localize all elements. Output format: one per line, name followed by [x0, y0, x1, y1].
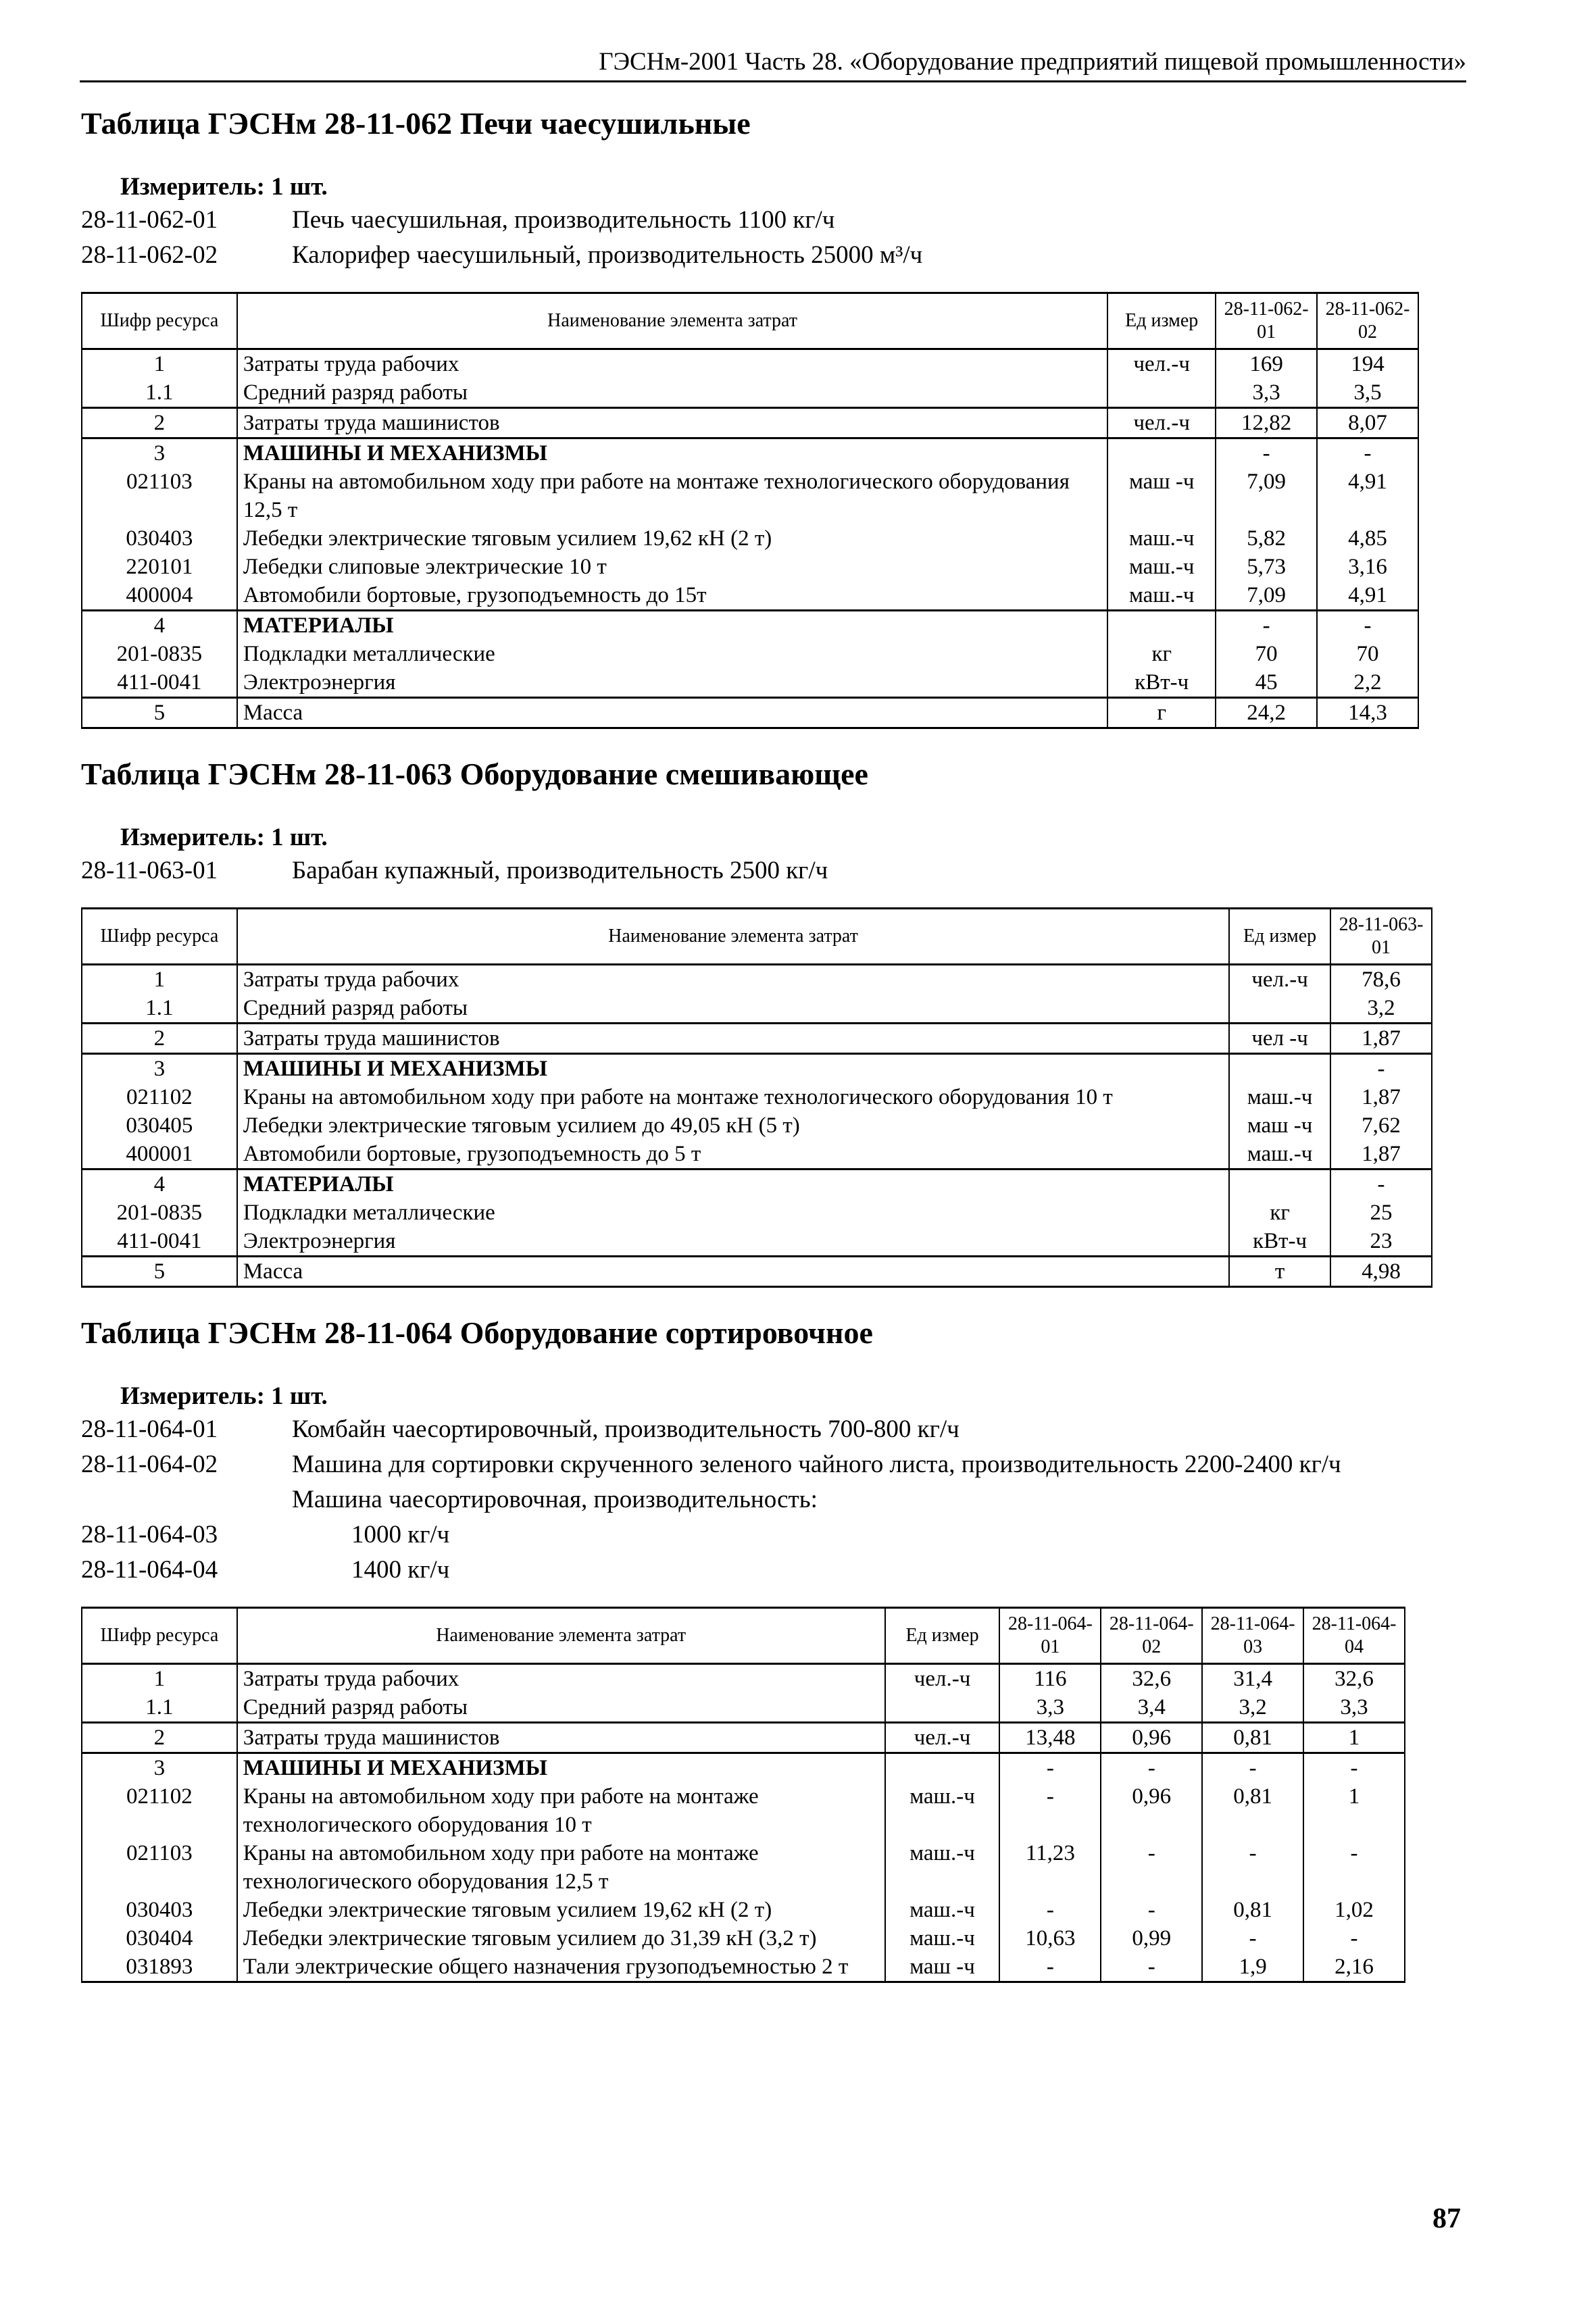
- header-unit: Ед измер: [1229, 909, 1330, 965]
- norm-value: 3,2: [1330, 994, 1432, 1024]
- item-row: [81, 1517, 1466, 1553]
- norm-value: 0,81: [1202, 1782, 1303, 1839]
- norm-value: -: [1202, 1924, 1303, 1953]
- table-row: [82, 1227, 1432, 1257]
- resource-code: 030403: [82, 1896, 237, 1924]
- table-title: Таблица ГЭСНм 28-11-063 Оборудование смешивающее: [81, 757, 868, 791]
- norm-value: 10,63: [999, 1924, 1101, 1953]
- norm-value: 1,02: [1303, 1896, 1405, 1924]
- item-desc: Машина чаесортировочная, производительность:: [292, 1486, 818, 1513]
- table-row: [82, 1169, 1432, 1199]
- norm-value: 78,6: [1330, 965, 1432, 995]
- resource-code: 030403: [82, 524, 237, 553]
- resource-code: 1.1: [82, 994, 237, 1024]
- table-row: [82, 1953, 1405, 1982]
- resource-name: Подкладки металлические: [237, 1199, 1229, 1227]
- resource-unit: маш.-ч: [1229, 1140, 1330, 1169]
- header-name: Наименование элемента затрат: [237, 293, 1107, 349]
- resource-code: 1.1: [82, 378, 237, 408]
- table-row: [82, 965, 1432, 995]
- norm-value: -: [1317, 438, 1418, 468]
- table-section-062: [81, 105, 1466, 729]
- item-desc: 1400 кг/ч: [351, 1556, 450, 1584]
- norm-value: -: [1303, 1839, 1405, 1896]
- resource-unit: кг: [1229, 1199, 1330, 1227]
- resource-name: Лебедки слиповые электрические 10 т: [237, 553, 1107, 581]
- item-code: 28-11-063-01: [81, 857, 218, 884]
- resource-code: 5: [82, 1257, 237, 1287]
- resource-unit: маш.-ч: [1107, 524, 1216, 553]
- header-norm-code: 28-11-062-02: [1317, 293, 1418, 349]
- item-desc: Калорифер чаесушильный, производительность 25000 м³/ч: [292, 241, 923, 269]
- table-row: [82, 349, 1418, 379]
- norm-value: 23: [1330, 1227, 1432, 1257]
- item-row: [81, 1447, 1466, 1482]
- norm-value: 0,81: [1202, 1896, 1303, 1924]
- norm-value: 2,16: [1303, 1953, 1405, 1982]
- item-code: 28-11-064-01: [81, 1415, 218, 1443]
- resource-name: Затраты труда рабочих: [237, 965, 1229, 995]
- resource-name: Лебедки электрические тяговым усилием 19,62 кН (2 т): [237, 524, 1107, 553]
- resource-unit: г: [1107, 698, 1216, 728]
- norm-value: -: [1216, 611, 1317, 640]
- resource-code: 2: [82, 408, 237, 438]
- table-row: [82, 581, 1418, 611]
- item-row: [81, 238, 1466, 273]
- table-row: [82, 1723, 1405, 1753]
- header-norm-code: 28-11-063-01: [1330, 909, 1432, 965]
- resource-name: Электроэнергия: [237, 1227, 1229, 1257]
- norm-value: 25: [1330, 1199, 1432, 1227]
- table-row: [82, 994, 1432, 1024]
- resource-name: Лебедки электрические тяговым усилием 19,62 кН (2 т): [237, 1896, 885, 1924]
- table-row: [82, 1140, 1432, 1169]
- norm-value: 5,73: [1216, 553, 1317, 581]
- resource-name: Краны на автомобильном ходу при работе на монтаже технологического оборудования 12,5 т: [237, 468, 1107, 524]
- resource-code: 3: [82, 1054, 237, 1084]
- norm-value: -: [1216, 438, 1317, 468]
- header-code: Шифр ресурса: [82, 1608, 237, 1664]
- table-header-row: [82, 1608, 1405, 1664]
- norm-value: 11,23: [999, 1839, 1101, 1896]
- norm-value: 169: [1216, 349, 1317, 379]
- norm-value: 1,9: [1202, 1953, 1303, 1982]
- header-unit: Ед измер: [1107, 293, 1216, 349]
- header-norm-code: 28-11-064-02: [1101, 1608, 1202, 1664]
- item-desc: Машина для сортировки скрученного зеленого чайного листа, производительность 2200-2400 кг/ч: [292, 1451, 1341, 1478]
- resource-name: Средний разряд работы: [237, 378, 1107, 408]
- resource-code: 2: [82, 1723, 237, 1753]
- resource-code: 3: [82, 1753, 237, 1783]
- resource-table: [81, 292, 1419, 729]
- resource-unit: [885, 1693, 1000, 1723]
- norm-value: 70: [1216, 640, 1317, 668]
- norm-value: 45: [1216, 668, 1317, 698]
- norm-value: -: [999, 1896, 1101, 1924]
- resource-name: Затраты труда машинистов: [237, 1024, 1229, 1054]
- norm-value: 1: [1303, 1723, 1405, 1753]
- table-row: [82, 668, 1418, 698]
- resource-unit: [1107, 438, 1216, 468]
- meter-label: Измеритель: 1 шт.: [120, 824, 328, 851]
- resource-unit: маш -ч: [1107, 468, 1216, 524]
- resource-code: 3: [82, 438, 237, 468]
- table-row: [82, 378, 1418, 408]
- meter-label: Измеритель: 1 шт.: [120, 173, 328, 201]
- resource-code: 2: [82, 1024, 237, 1054]
- resource-name: Средний разряд работы: [237, 994, 1229, 1024]
- item-code: 28-11-064-04: [81, 1556, 218, 1584]
- norm-value: 7,09: [1216, 581, 1317, 611]
- resource-unit: чел.-ч: [885, 1664, 1000, 1694]
- resource-name: Краны на автомобильном ходу при работе на монтаже технологического оборудования 12,5 т: [237, 1839, 885, 1896]
- resource-unit: [1229, 994, 1330, 1024]
- table-section-063: [81, 756, 1466, 1288]
- resource-code: 1: [82, 1664, 237, 1694]
- norm-value: -: [999, 1753, 1101, 1783]
- table-row: [82, 1083, 1432, 1111]
- norm-value: 4,98: [1330, 1257, 1432, 1287]
- resource-unit: [1229, 1169, 1330, 1199]
- resource-code: 400004: [82, 581, 237, 611]
- resource-name: Тали электрические общего назначения грузоподъемностью 2 т: [237, 1953, 885, 1982]
- resource-code: 1: [82, 349, 237, 379]
- norm-value: 7,09: [1216, 468, 1317, 524]
- resource-unit: маш.-ч: [1107, 553, 1216, 581]
- resource-code: 031893: [82, 1953, 237, 1982]
- table-row: [82, 1054, 1432, 1084]
- norm-value: 31,4: [1202, 1664, 1303, 1694]
- item-row: [81, 1482, 1466, 1517]
- item-code: 28-11-064-02: [81, 1451, 218, 1478]
- table-title: Таблица ГЭСНм 28-11-062 Печи чаесушильные: [81, 106, 751, 141]
- resource-code: 1.1: [82, 1693, 237, 1723]
- resource-name: Электроэнергия: [237, 668, 1107, 698]
- table-row: [82, 524, 1418, 553]
- resource-unit: [885, 1753, 1000, 1783]
- resource-code: 021102: [82, 1782, 237, 1839]
- table-row: [82, 611, 1418, 640]
- resource-name: МАШИНЫ И МЕХАНИЗМЫ: [237, 438, 1107, 468]
- norm-value: 3,16: [1317, 553, 1418, 581]
- norm-value: 0,96: [1101, 1782, 1202, 1839]
- norm-value: 1,87: [1330, 1024, 1432, 1054]
- norm-value: -: [1317, 611, 1418, 640]
- table-row: [82, 1664, 1405, 1694]
- table-row: [82, 1693, 1405, 1723]
- norm-value: 3,2: [1202, 1693, 1303, 1723]
- norm-value: 4,85: [1317, 524, 1418, 553]
- header-unit: Ед измер: [885, 1608, 1000, 1664]
- table-row: [82, 438, 1418, 468]
- running-header: ГЭСНм-2001 Часть 28. «Оборудование предприятий пищевой промышленности»: [80, 47, 1466, 82]
- resource-unit: маш -ч: [1229, 1111, 1330, 1140]
- table-header-row: [82, 909, 1432, 965]
- resource-name: Краны на автомобильном ходу при работе на монтаже технологического оборудования 10 т: [237, 1083, 1229, 1111]
- resource-code: 030405: [82, 1111, 237, 1140]
- norm-value: 0,99: [1101, 1924, 1202, 1953]
- norm-value: 24,2: [1216, 698, 1317, 728]
- header-norm-code: 28-11-062-01: [1216, 293, 1317, 349]
- norm-value: -: [1303, 1924, 1405, 1953]
- resource-unit: чел.-ч: [1107, 408, 1216, 438]
- resource-code: 201-0835: [82, 1199, 237, 1227]
- resource-code: 021103: [82, 468, 237, 524]
- item-row: [81, 1553, 1466, 1588]
- item-code: [81, 1482, 292, 1517]
- item-list: [81, 853, 1466, 888]
- table-row: [82, 1199, 1432, 1227]
- item-code: 28-11-062-01: [81, 206, 218, 234]
- table-row: [82, 1024, 1432, 1054]
- resource-code: 411-0041: [82, 1227, 237, 1257]
- resource-unit: маш.-ч: [1107, 581, 1216, 611]
- norm-value: 13,48: [999, 1723, 1101, 1753]
- resource-unit: т: [1229, 1257, 1330, 1287]
- norm-value: 7,62: [1330, 1111, 1432, 1140]
- resource-code: 411-0041: [82, 668, 237, 698]
- norm-value: 3,5: [1317, 378, 1418, 408]
- header-norm-code: 28-11-064-04: [1303, 1608, 1405, 1664]
- resource-code: 201-0835: [82, 640, 237, 668]
- norm-value: 3,4: [1101, 1693, 1202, 1723]
- norm-value: 116: [999, 1664, 1101, 1694]
- resource-name: Масса: [237, 698, 1107, 728]
- norm-value: 14,3: [1317, 698, 1418, 728]
- resource-name: Затраты труда машинистов: [237, 1723, 885, 1753]
- norm-value: 3,3: [1303, 1693, 1405, 1723]
- item-desc: Печь чаесушильная, производительность 1100 кг/ч: [292, 206, 835, 234]
- norm-value: 0,96: [1101, 1723, 1202, 1753]
- resource-code: 4: [82, 1169, 237, 1199]
- page-number: 87: [1432, 2203, 1461, 2234]
- norm-value: 2,2: [1317, 668, 1418, 698]
- table-title: Таблица ГЭСНм 28-11-064 Оборудование сортировочное: [81, 1315, 873, 1350]
- resource-unit: кг: [1107, 640, 1216, 668]
- resource-unit: чел.-ч: [1107, 349, 1216, 379]
- resource-name: Автомобили бортовые, грузоподъемность до 5 т: [237, 1140, 1229, 1169]
- norm-value: 194: [1317, 349, 1418, 379]
- resource-unit: маш.-ч: [885, 1896, 1000, 1924]
- norm-value: -: [1101, 1839, 1202, 1896]
- resource-unit: маш.-ч: [885, 1924, 1000, 1953]
- resource-name: Лебедки электрические тяговым усилием до 31,39 кН (3,2 т): [237, 1924, 885, 1953]
- resource-name: Затраты труда рабочих: [237, 1664, 885, 1694]
- norm-value: 4,91: [1317, 581, 1418, 611]
- resource-name: МАШИНЫ И МЕХАНИЗМЫ: [237, 1054, 1229, 1084]
- resource-name: МАТЕРИАЛЫ: [237, 1169, 1229, 1199]
- resource-unit: [1107, 378, 1216, 408]
- resource-code: 400001: [82, 1140, 237, 1169]
- item-desc: Комбайн чаесортировочный, производительность 700-800 кг/ч: [292, 1415, 959, 1443]
- norm-value: 32,6: [1101, 1664, 1202, 1694]
- resource-unit: кВт-ч: [1229, 1227, 1330, 1257]
- table-row: [82, 1257, 1432, 1287]
- norm-value: 1: [1303, 1782, 1405, 1839]
- resource-unit: маш -ч: [885, 1953, 1000, 1982]
- resource-code: 220101: [82, 553, 237, 581]
- item-list: [81, 203, 1466, 273]
- resource-name: Масса: [237, 1257, 1229, 1287]
- resource-unit: чел.-ч: [1229, 965, 1330, 995]
- norm-value: -: [1303, 1753, 1405, 1783]
- table-row: [82, 698, 1418, 728]
- table-row: [82, 1782, 1405, 1839]
- resource-code: 4: [82, 611, 237, 640]
- resource-name: МАШИНЫ И МЕХАНИЗМЫ: [237, 1753, 885, 1783]
- table-row: [82, 1896, 1405, 1924]
- document-page: [81, 47, 1466, 1983]
- resource-unit: кВт-ч: [1107, 668, 1216, 698]
- resource-code: 021103: [82, 1839, 237, 1896]
- header-code: Шифр ресурса: [82, 293, 237, 349]
- norm-value: -: [1330, 1169, 1432, 1199]
- resource-unit: маш.-ч: [885, 1782, 1000, 1839]
- table-row: [82, 640, 1418, 668]
- norm-value: -: [1101, 1896, 1202, 1924]
- resource-unit: маш.-ч: [1229, 1083, 1330, 1111]
- norm-value: 70: [1317, 640, 1418, 668]
- table-row: [82, 408, 1418, 438]
- item-desc: Барабан купажный, производительность 2500 кг/ч: [292, 857, 828, 884]
- item-row: [81, 203, 1466, 238]
- resource-code: 030404: [82, 1924, 237, 1953]
- norm-value: -: [999, 1782, 1101, 1839]
- table-row: [82, 1924, 1405, 1953]
- table-header-row: [82, 293, 1418, 349]
- item-row: [81, 853, 1466, 888]
- header-code: Шифр ресурса: [82, 909, 237, 965]
- norm-value: -: [1101, 1953, 1202, 1982]
- norm-value: 12,82: [1216, 408, 1317, 438]
- resource-unit: [1107, 611, 1216, 640]
- item-row: [81, 1412, 1466, 1447]
- resource-code: 021102: [82, 1083, 237, 1111]
- item-code: 28-11-064-03: [81, 1521, 218, 1549]
- norm-value: -: [1330, 1054, 1432, 1084]
- norm-value: 0,81: [1202, 1723, 1303, 1753]
- resource-code: 5: [82, 698, 237, 728]
- norm-value: 8,07: [1317, 408, 1418, 438]
- resource-table: [81, 907, 1432, 1288]
- norm-value: -: [1101, 1753, 1202, 1783]
- header-norm-code: 28-11-064-03: [1202, 1608, 1303, 1664]
- resource-unit: маш.-ч: [885, 1839, 1000, 1896]
- table-row: [82, 1111, 1432, 1140]
- header-name: Наименование элемента затрат: [237, 1608, 885, 1664]
- resource-name: Автомобили бортовые, грузоподъемность до 15т: [237, 581, 1107, 611]
- resource-name: Подкладки металлические: [237, 640, 1107, 668]
- norm-value: 1,87: [1330, 1140, 1432, 1169]
- resource-name: Краны на автомобильном ходу при работе на монтаже технологического оборудования 10 т: [237, 1782, 885, 1839]
- norm-value: -: [1202, 1839, 1303, 1896]
- item-desc: 1000 кг/ч: [351, 1521, 450, 1549]
- resource-unit: чел -ч: [1229, 1024, 1330, 1054]
- norm-value: 4,91: [1317, 468, 1418, 524]
- norm-value: 3,3: [1216, 378, 1317, 408]
- norm-value: 3,3: [999, 1693, 1101, 1723]
- norm-value: 32,6: [1303, 1664, 1405, 1694]
- resource-name: МАТЕРИАЛЫ: [237, 611, 1107, 640]
- header-name: Наименование элемента затрат: [237, 909, 1229, 965]
- norm-value: -: [999, 1953, 1101, 1982]
- norm-value: 1,87: [1330, 1083, 1432, 1111]
- norm-value: -: [1202, 1753, 1303, 1783]
- item-code: 28-11-062-02: [81, 241, 218, 269]
- table-row: [82, 1839, 1405, 1896]
- norm-value: 5,82: [1216, 524, 1317, 553]
- item-list: [81, 1412, 1466, 1588]
- resource-name: Затраты труда машинистов: [237, 408, 1107, 438]
- meter-label: Измеритель: 1 шт.: [120, 1382, 328, 1410]
- resource-name: Средний разряд работы: [237, 1693, 885, 1723]
- resource-code: 1: [82, 965, 237, 995]
- header-norm-code: 28-11-064-01: [999, 1608, 1101, 1664]
- resource-unit: [1229, 1054, 1330, 1084]
- resource-name: Затраты труда рабочих: [237, 349, 1107, 379]
- table-row: [82, 468, 1418, 524]
- table-row: [82, 1753, 1405, 1783]
- resource-unit: чел.-ч: [885, 1723, 1000, 1753]
- table-section-064: [81, 1315, 1466, 1983]
- resource-name: Лебедки электрические тяговым усилием до 49,05 кН (5 т): [237, 1111, 1229, 1140]
- resource-table: [81, 1607, 1405, 1983]
- table-row: [82, 553, 1418, 581]
